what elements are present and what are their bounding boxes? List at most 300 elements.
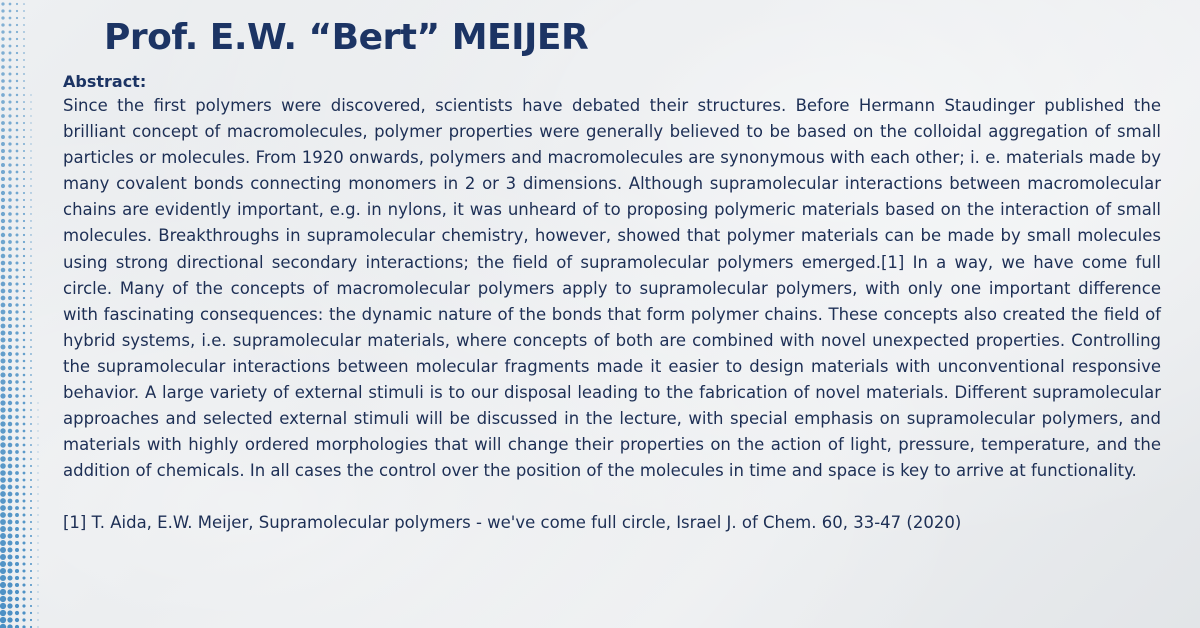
decorative-dot — [23, 66, 25, 68]
decorative-dot — [23, 227, 25, 229]
decorative-dot — [38, 438, 39, 439]
decorative-dot — [16, 227, 19, 230]
decorative-dot — [8, 247, 12, 251]
decorative-dot — [15, 443, 19, 447]
decorative-dot — [8, 156, 11, 159]
decorative-dot — [30, 395, 32, 397]
decorative-dot — [23, 10, 25, 12]
decorative-dot — [1, 289, 6, 294]
decorative-dot — [15, 548, 19, 552]
decorative-dot — [38, 508, 39, 509]
decorative-dot — [0, 533, 6, 539]
decorative-dot — [8, 443, 13, 448]
decorative-dot — [30, 283, 32, 285]
decorative-dot — [37, 528, 38, 529]
decorative-dot — [1, 16, 4, 19]
decorative-dot — [15, 583, 19, 587]
decorative-dot — [9, 52, 12, 55]
decorative-dot — [23, 115, 25, 117]
decorative-dot — [30, 276, 32, 278]
decorative-dot — [23, 437, 26, 440]
decorative-dot — [23, 388, 26, 391]
decorative-dot — [30, 577, 32, 579]
decorative-dot — [23, 465, 26, 468]
decorative-dot — [23, 164, 25, 166]
decorative-dot — [15, 366, 18, 369]
decorative-dot — [30, 437, 32, 439]
decorative-dot — [23, 31, 25, 33]
decorative-dot — [1, 331, 6, 336]
decorative-dot — [7, 624, 12, 628]
decorative-dot — [22, 576, 25, 579]
decorative-dot — [16, 199, 19, 202]
decorative-dot — [15, 513, 19, 517]
decorative-dot — [1, 177, 5, 181]
decorative-dot — [0, 512, 6, 518]
decorative-dot — [37, 605, 38, 606]
decorative-dot — [38, 424, 39, 425]
decorative-dot — [23, 143, 25, 145]
decorative-dot — [38, 417, 39, 418]
decorative-dot — [8, 338, 12, 342]
decorative-dot — [8, 107, 11, 110]
decorative-dot — [8, 331, 12, 335]
decorative-dot — [8, 478, 13, 483]
decorative-dot — [23, 458, 26, 461]
decorative-dot — [8, 513, 13, 518]
decorative-dot — [38, 452, 39, 453]
abstract-text-part-1: Since the first polymers were discovered, scientists have debated their structures. Before Hermann Staudinger published the brilliant concept of macromolecules, polymer properties were generally believed to be based on the colloidal aggregation of small particles or molecules. From 1920 onwards, polymers and macromolecules are synonymous with each other; i. e. materials made by many covalent bonds connecting monomers in 2 or 3 dimensions. Although supramolecular interactions between macromolecular chains are evidently important, e.g. in nylons, it was unheard of to proposing polymeric materials based on the interaction of small molecules. Breakthroughs in supramolecular chemistry, however, showed that polymer materials can be made by small molecules using strong directional secondary interactions; the field of supramolecular polymers emerged. — [63, 96, 1161, 272]
decorative-dot — [16, 241, 19, 244]
decorative-dot — [16, 206, 19, 209]
decorative-dot — [15, 499, 19, 503]
abstract-body — [63, 93, 1161, 484]
decorative-dot — [16, 101, 18, 103]
decorative-dot — [8, 527, 13, 532]
decorative-dot — [0, 414, 5, 419]
decorative-dot — [8, 191, 11, 194]
decorative-dot — [15, 562, 19, 566]
decorative-dot — [15, 569, 19, 573]
decorative-dot — [0, 617, 6, 623]
decorative-dot — [23, 507, 26, 510]
decorative-dot — [30, 584, 32, 586]
decorative-dot — [23, 38, 25, 40]
decorative-dot — [23, 542, 26, 545]
decorative-dot — [16, 150, 19, 153]
decorative-dot — [38, 431, 39, 432]
decorative-dot — [30, 241, 32, 243]
decorative-dot — [1, 9, 4, 12]
decorative-dot — [23, 528, 26, 531]
decorative-dot — [15, 611, 19, 615]
decorative-dot — [15, 541, 19, 545]
decorative-dot — [7, 568, 12, 573]
decorative-dot — [8, 261, 12, 265]
decorative-dot — [30, 115, 31, 116]
decorative-dot — [15, 471, 19, 475]
decorative-dot — [30, 444, 32, 446]
decorative-dot-pattern — [0, 0, 44, 628]
decorative-dot — [23, 248, 25, 250]
decorative-dot — [0, 442, 5, 447]
decorative-dot — [16, 157, 19, 160]
decorative-dot — [9, 45, 12, 48]
abstract-section — [63, 71, 1161, 536]
decorative-dot — [30, 493, 32, 495]
decorative-dot — [30, 94, 31, 95]
decorative-dot — [30, 318, 32, 320]
decorative-dot — [1, 163, 5, 167]
decorative-dot — [8, 506, 13, 511]
decorative-dot — [8, 219, 12, 223]
decorative-dot — [30, 325, 32, 327]
decorative-dot — [30, 206, 31, 207]
decorative-dot — [16, 143, 19, 146]
decorative-dot — [8, 205, 12, 209]
decorative-dot — [15, 387, 18, 390]
decorative-dot — [15, 604, 19, 608]
decorative-dot — [1, 156, 5, 160]
decorative-dot — [22, 590, 25, 593]
decorative-dot — [15, 478, 19, 482]
decorative-dot — [23, 178, 25, 180]
decorative-dot — [16, 24, 18, 26]
decorative-dot — [8, 345, 12, 349]
decorative-dot — [1, 268, 6, 273]
decorative-dot — [16, 255, 19, 258]
decorative-dot — [0, 561, 6, 567]
decorative-dot — [30, 598, 32, 600]
decorative-dot — [38, 403, 39, 404]
decorative-dot — [16, 80, 18, 82]
decorative-dot — [30, 248, 32, 250]
decorative-dot — [8, 450, 13, 455]
decorative-dot — [8, 380, 12, 384]
decorative-dot — [16, 185, 19, 188]
decorative-dot — [0, 540, 6, 546]
decorative-dot — [15, 415, 19, 419]
decorative-dot — [30, 500, 32, 502]
decorative-dot — [38, 459, 39, 460]
decorative-dot — [38, 487, 39, 488]
decorative-dot — [9, 3, 12, 6]
decorative-dot — [23, 360, 26, 363]
decorative-dot — [0, 428, 5, 433]
decorative-dot — [16, 45, 18, 47]
decorative-dot — [30, 185, 31, 186]
decorative-dot — [23, 73, 25, 75]
decorative-dot — [0, 365, 5, 370]
decorative-dot — [0, 498, 6, 504]
decorative-dot — [37, 591, 38, 592]
decorative-dot — [30, 451, 32, 453]
decorative-dot — [23, 220, 25, 222]
decorative-dot — [7, 603, 12, 608]
decorative-dot — [23, 185, 25, 187]
decorative-dot — [8, 541, 13, 546]
decorative-dot — [23, 500, 26, 503]
decorative-dot — [23, 241, 25, 243]
decorative-dot — [16, 178, 19, 181]
decorative-dot — [15, 268, 18, 271]
decorative-dot — [15, 352, 18, 355]
decorative-dot — [23, 206, 25, 208]
decorative-dot — [0, 624, 6, 628]
decorative-dot — [1, 121, 5, 125]
decorative-dot — [7, 617, 12, 622]
decorative-dot — [15, 303, 18, 306]
decorative-dot — [0, 400, 5, 405]
decorative-dot — [30, 465, 32, 467]
decorative-dot — [1, 338, 6, 343]
decorative-dot — [8, 282, 12, 286]
decorative-dot — [30, 108, 31, 109]
decorative-dot — [15, 450, 19, 454]
decorative-dot — [23, 255, 25, 257]
decorative-dot — [23, 101, 25, 103]
decorative-dot — [30, 549, 32, 551]
decorative-dot — [37, 612, 38, 613]
decorative-dot — [30, 423, 32, 425]
decorative-dot — [15, 534, 19, 538]
decorative-dot — [1, 275, 6, 280]
decorative-dot — [1, 30, 4, 33]
decorative-dot — [30, 339, 32, 341]
decorative-dot — [15, 506, 19, 510]
decorative-dot — [8, 303, 12, 307]
decorative-dot — [38, 410, 39, 411]
decorative-dot — [16, 248, 19, 251]
decorative-dot — [9, 73, 12, 76]
decorative-dot — [30, 605, 32, 607]
decorative-dot — [0, 519, 6, 525]
decorative-dot — [1, 303, 6, 308]
decorative-dot — [0, 463, 6, 469]
decorative-dot — [15, 422, 19, 426]
decorative-dot — [16, 164, 19, 167]
decorative-dot — [23, 409, 26, 412]
decorative-dot — [22, 611, 25, 614]
decorative-dot — [16, 52, 18, 54]
decorative-dot — [22, 555, 25, 558]
decorative-dot — [23, 535, 26, 538]
decorative-dot — [23, 192, 25, 194]
decorative-dot — [0, 435, 5, 440]
decorative-dot — [8, 485, 13, 490]
decorative-dot — [30, 542, 32, 544]
decorative-dot — [1, 170, 5, 174]
decorative-dot — [30, 311, 32, 313]
decorative-dot — [15, 338, 18, 341]
decorative-dot — [16, 136, 19, 139]
decorative-dot — [22, 569, 25, 572]
decorative-dot — [16, 129, 19, 132]
decorative-dot — [8, 394, 12, 398]
decorative-dot — [8, 275, 12, 279]
decorative-dot — [30, 199, 31, 200]
decorative-dot — [37, 619, 38, 620]
decorative-dot — [8, 240, 12, 244]
decorative-dot — [30, 178, 31, 179]
decorative-dot — [15, 394, 18, 397]
decorative-dot — [16, 234, 19, 237]
decorative-dot — [16, 192, 19, 195]
decorative-dot — [15, 429, 19, 433]
decorative-dot — [15, 485, 19, 489]
decorative-dot — [8, 121, 11, 124]
decorative-dot — [15, 555, 19, 559]
decorative-dot — [15, 401, 19, 405]
decorative-dot — [30, 192, 31, 193]
decorative-dot — [8, 233, 12, 237]
decorative-dot — [30, 227, 31, 228]
decorative-dot — [8, 499, 13, 504]
decorative-dot — [8, 212, 12, 216]
decorative-dot — [16, 66, 18, 68]
decorative-dot — [9, 59, 12, 62]
decorative-dot — [30, 556, 32, 558]
decorative-dot — [15, 261, 18, 264]
decorative-dot — [0, 456, 6, 462]
decorative-dot — [8, 359, 12, 363]
decorative-dot — [23, 346, 26, 349]
decorative-dot — [1, 226, 5, 230]
decorative-dot — [15, 310, 18, 313]
decorative-dot — [8, 268, 12, 272]
decorative-dot — [1, 212, 5, 216]
decorative-dot — [1, 51, 4, 54]
decorative-dot — [23, 150, 25, 152]
decorative-dot — [1, 184, 5, 188]
decorative-dot — [8, 387, 12, 391]
decorative-dot — [23, 59, 25, 61]
decorative-dot — [1, 282, 6, 287]
decorative-dot — [0, 372, 5, 377]
decorative-dot — [38, 501, 39, 502]
decorative-dot — [1, 254, 6, 259]
decorative-dot — [30, 255, 32, 257]
decorative-dot — [30, 290, 32, 292]
decorative-dot — [8, 520, 13, 525]
decorative-dot — [22, 548, 25, 551]
decorative-dot — [23, 395, 26, 398]
decorative-dot — [0, 575, 6, 581]
decorative-dot — [23, 451, 26, 454]
decorative-dot — [9, 38, 12, 41]
decorative-dot — [23, 213, 25, 215]
decorative-dot — [30, 479, 32, 481]
decorative-dot — [23, 339, 25, 341]
decorative-dot — [30, 122, 31, 123]
decorative-dot — [8, 492, 13, 497]
decorative-dot — [30, 591, 32, 593]
decorative-dot — [0, 449, 5, 454]
decorative-dot — [23, 311, 25, 313]
decorative-dot — [23, 332, 25, 334]
decorative-dot — [1, 317, 6, 322]
decorative-dot — [30, 234, 31, 235]
decorative-dot — [23, 444, 26, 447]
decorative-dot — [37, 584, 38, 585]
decorative-dot — [1, 352, 6, 357]
decorative-dot — [23, 262, 25, 264]
decorative-dot — [38, 445, 39, 446]
decorative-dot — [23, 514, 26, 517]
decorative-dot — [1, 79, 5, 83]
decorative-dot — [8, 135, 11, 138]
decorative-dot — [30, 570, 32, 572]
decorative-dot — [8, 289, 12, 293]
speaker-name-title: Prof. E.W. “Bert” MEIJER — [104, 17, 589, 58]
decorative-dot — [30, 528, 32, 530]
decorative-dot — [16, 38, 18, 40]
decorative-dot — [30, 150, 31, 151]
decorative-dot — [15, 282, 18, 285]
decorative-dot — [23, 157, 25, 159]
decorative-dot — [15, 289, 18, 292]
decorative-dot — [8, 163, 11, 166]
decorative-dot — [30, 381, 32, 383]
decorative-dot — [0, 491, 6, 497]
decorative-dot — [30, 486, 32, 488]
decorative-dot — [16, 115, 19, 118]
decorative-dot — [23, 283, 25, 285]
decorative-dot — [15, 324, 18, 327]
decorative-dot — [37, 598, 38, 599]
decorative-dot — [15, 317, 18, 320]
decorative-dot — [30, 262, 32, 264]
decorative-dot — [30, 332, 32, 334]
decorative-dot — [22, 597, 25, 600]
decorative-dot — [15, 296, 18, 299]
decorative-dot — [30, 619, 32, 621]
decorative-dot — [23, 87, 25, 89]
decorative-dot — [0, 547, 6, 553]
decorative-dot — [30, 353, 32, 355]
decorative-dot — [16, 171, 19, 174]
decorative-dot — [23, 381, 26, 384]
decorative-dot — [1, 128, 5, 132]
decorative-dot — [23, 171, 25, 173]
decorative-dot — [0, 610, 6, 616]
decorative-dot — [1, 44, 4, 47]
decorative-dot — [23, 234, 25, 236]
decorative-dot — [7, 582, 12, 587]
decorative-dot — [0, 470, 6, 476]
decorative-dot — [23, 374, 26, 377]
decorative-dot — [7, 575, 12, 580]
decorative-dot — [23, 276, 25, 278]
decorative-dot — [1, 142, 5, 146]
decorative-dot — [1, 345, 6, 350]
decorative-dot — [1, 247, 5, 251]
decorative-dot — [15, 520, 19, 524]
decorative-dot — [23, 486, 26, 489]
decorative-dot — [9, 17, 12, 20]
decorative-dot — [1, 324, 6, 329]
decorative-dot — [16, 59, 18, 61]
decorative-dot — [23, 52, 25, 54]
decorative-dot — [9, 10, 12, 13]
decorative-dot — [8, 142, 11, 145]
decorative-dot — [15, 492, 19, 496]
decorative-dot — [23, 269, 25, 271]
decorative-dot — [1, 72, 5, 76]
decorative-dot — [16, 94, 18, 96]
decorative-dot — [30, 346, 32, 348]
decorative-dot — [1, 149, 5, 153]
